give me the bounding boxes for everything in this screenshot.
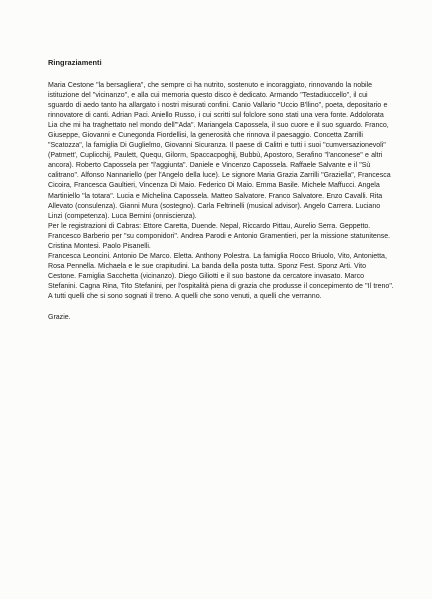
page-title: Ringraziamenti <box>48 58 102 67</box>
paragraph-people: Francesca Leoncini. Antonio De Marco. Eletta. Anthony Polestra. La famiglia Rocco Briuolo, Vito, Antonietta, Rosa Pennella. Michaela e le sue crapitudini. La banda della posta tutta. Sponz Fest. Sponz Arti. Vito Cestone. Famiglia Sacchetta (vicinanzo). Diego Giliotti e il suo bastone da cercatore invasato. Marco Stefanini. Cagna Rina, Tito Stefanini, per l'ospitalità piena di grazia che produsse il concepimento de "Il treno". <box>48 252 394 290</box>
paragraph-dream: A tutti quelli che si sono sognati il treno. A quelli che sono venuti, a quelli che verranno. <box>48 292 322 300</box>
paragraph-main: Maria Cestone "la bersagliera", che sempre ci ha nutrito, sostenuto e incoraggiato, rinnovando la nobile istituzione del "vicinanzo", e alla cui memoria questo disco è dedicato. Armando "Testadiuccello", il cui sguardo di aedo tanto ha allargato i nostri misurati confini. Canio Vallario "Uccio B'llino", poeta, depositario e rinnovatore di canti. Adrian Paci. Aniello Russo, i cui scritti sul folclore sono stati una vera fonte. Addolorata Lia che mi ha traghettato nel mondo dell'"Ada". Mariangela Capossela, il suo cuore e il suo sguardo. Franco, Giuseppe, Giovanni e Cunegonda Fiordellisi, la generosità che rinnova il paesaggio. Concetta Zarrilli "Scatozza", la famiglia Di Guglielmo, Giovanni Sicuranza. Il paese di Calitri e tutti i suoi "cumversazionevoli" (Patmett', Cuplicchij, Paulett, Quequ, Gilorm, Spaccacpoghij, Bubbù, Apostoro, Serafino "l'anconese" e altri ancora). Roberto Capossela per "l'aggiunta". Daniele e Vincenzo Capossela. Raffaele Salvante e il "Sù calitrano". Alfonso Nannariello (per l'Angelo della luce). Le signore Maria Grazia Zarrilli "Graziella", Francesca Cicoira, Francesca Gaultieri, Vincenza Di Maio. Federico Di Maio. Emma Basile. Michele Maffucci. Angela Martiniello "la totara". Lucia e Michelina Capossela. Matteo Salvatore. Franco Salvatore. Enzo Cavalli. Rita Allevato (consulenza). Gianni Mura (sostegno). Carla Feltrinelli (musical advisor). Angelo Carrera. Luciano Linzi (competenza). Luca Bernini (onniscienza). <box>48 82 391 220</box>
paragraph-cabras: Per le registrazioni di Cabras: Ettore Caretta, Duende. Nepal, Riccardo Pittau, Aurelio Serra. Geppetto. Francesco Barberio per "su componidori". Andrea Parodi e Antonio Gramentieri, per la missione statunitense. Cristina Montesi. Paolo Pisanelli. <box>48 222 391 250</box>
paragraph-thanks: Grazie. <box>48 314 71 322</box>
acknowledgements-section <box>48 58 394 323</box>
